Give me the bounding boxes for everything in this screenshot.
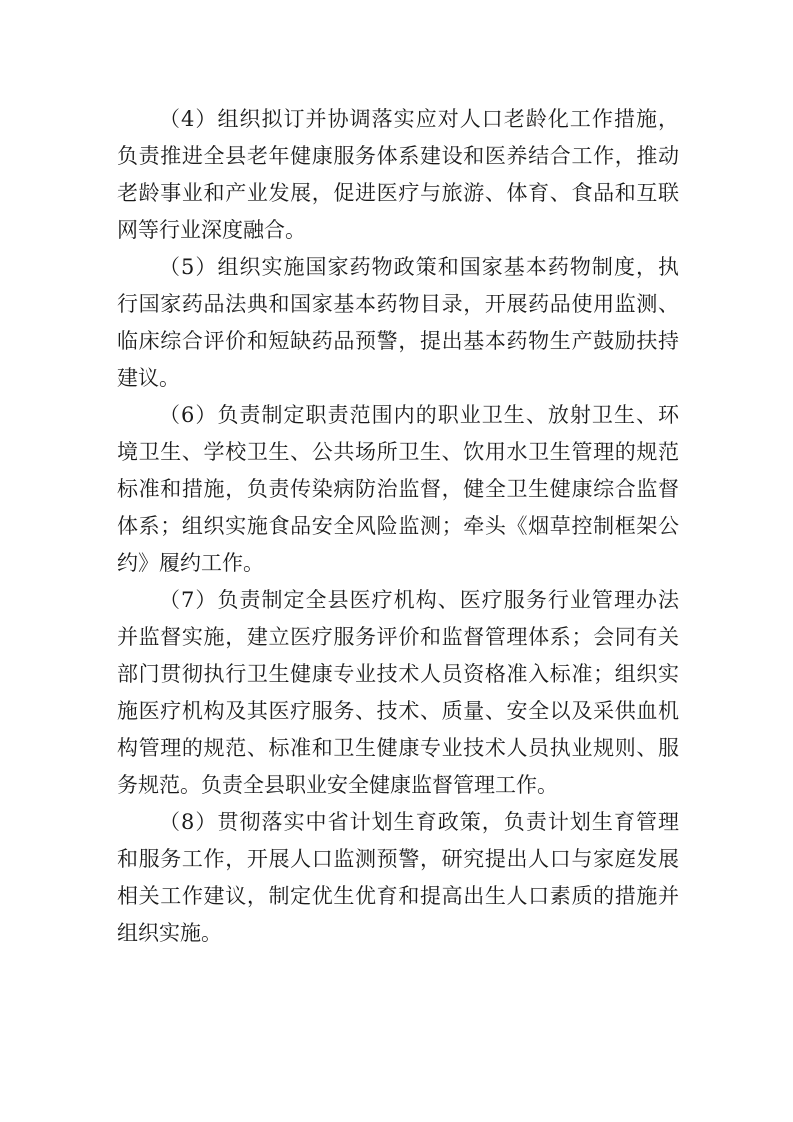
paragraph-line: 约》履约工作。	[117, 551, 264, 575]
document-page	[117, 101, 679, 952]
paragraph-item-6	[117, 397, 679, 582]
paragraph-line: 组织实施。	[117, 921, 222, 945]
paragraph-line: 施医疗机构及其医疗服务、技术、质量、安全以及采供血机	[117, 699, 679, 723]
paragraph-line: 务规范。负责全县职业安全健康监督管理工作。	[117, 773, 558, 797]
paragraph-line: 和服务工作，开展人口监测预警，研究提出人口与家庭发展	[117, 847, 679, 871]
paragraph-line: 建议。	[117, 366, 180, 390]
paragraph-line: 网等行业深度融合。	[117, 218, 306, 242]
paragraph-line: （5）组织实施国家药物政策和国家基本药物制度，执	[159, 255, 679, 279]
paragraph-line: （4）组织拟订并协调落实应对人口老龄化工作措施，	[159, 107, 679, 131]
paragraph-line: （7）负责制定全县医疗机构、医疗服务行业管理办法	[159, 588, 679, 612]
paragraph-line: （6）负责制定职责范围内的职业卫生、放射卫生、环	[159, 403, 679, 427]
paragraph-item-4	[117, 101, 679, 249]
paragraph-line: （8）贯彻落实中省计划生育政策，负责计划生育管理	[159, 810, 679, 834]
paragraph-line: 临床综合评价和短缺药品预警，提出基本药物生产鼓励扶持	[117, 329, 679, 353]
paragraph-line: 构管理的规范、标准和卫生健康专业技术人员执业规则、服	[117, 736, 679, 760]
paragraph-item-8	[117, 804, 679, 952]
paragraph-line: 标准和措施，负责传染病防治监督，健全卫生健康综合监督	[117, 477, 679, 501]
paragraph-item-5	[117, 249, 679, 397]
paragraph-item-7	[117, 582, 679, 804]
paragraph-line: 负责推进全县老年健康服务体系建设和医养结合工作，推动	[117, 144, 679, 168]
paragraph-line: 境卫生、学校卫生、公共场所卫生、饮用水卫生管理的规范	[117, 440, 679, 464]
paragraph-line: 部门贯彻执行卫生健康专业技术人员资格准入标准；组织实	[117, 662, 679, 686]
paragraph-line: 并监督实施，建立医疗服务评价和监督管理体系；会同有关	[117, 625, 679, 649]
paragraph-line: 行国家药品法典和国家基本药物目录，开展药品使用监测、	[117, 292, 679, 316]
paragraph-line: 老龄事业和产业发展，促进医疗与旅游、体育、食品和互联	[117, 181, 679, 205]
paragraph-line: 相关工作建议，制定优生优育和提高出生人口素质的措施并	[117, 884, 679, 908]
paragraph-line: 体系；组织实施食品安全风险监测；牵头《烟草控制框架公	[117, 514, 679, 538]
